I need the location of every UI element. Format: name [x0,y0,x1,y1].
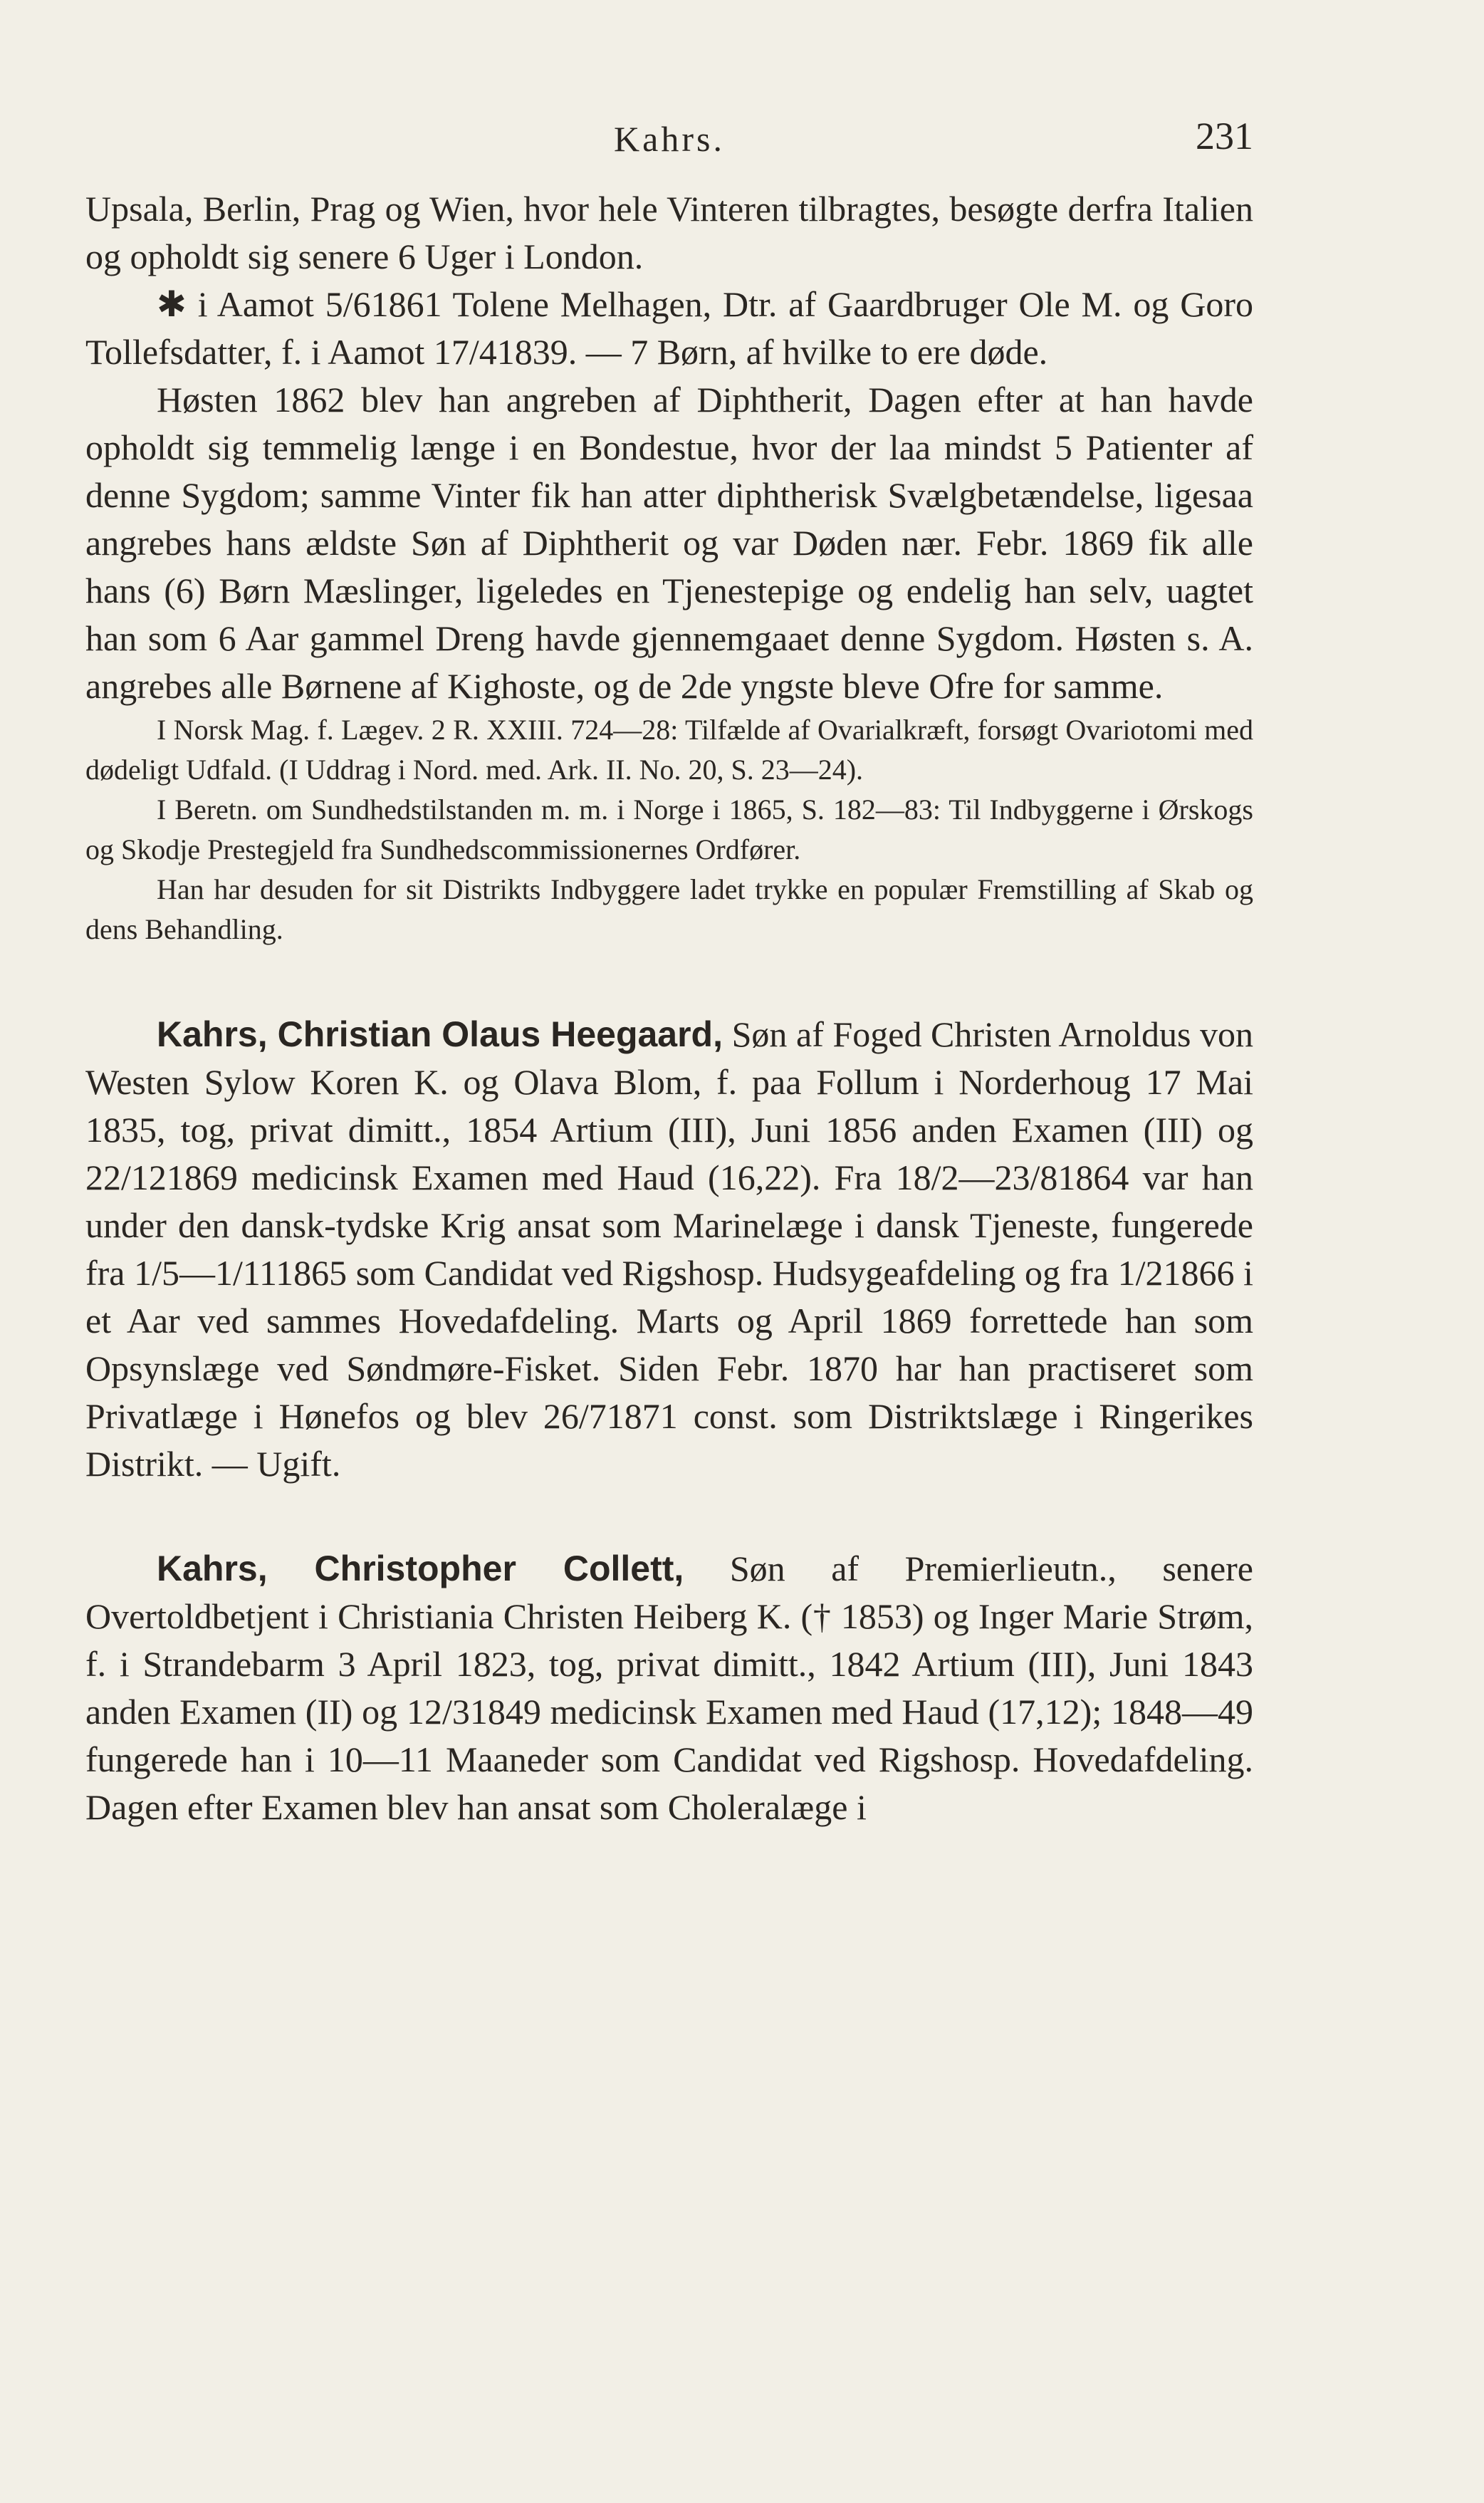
page-text-block [85,114,1253,1831]
entry-name: Kahrs, Christopher Collett, [157,1549,684,1588]
entry-continuation-paragraph: Upsala, Berlin, Prag og Wien, hvor hele Vinteren tilbragtes, besøgte derfra Italien og opholdt sig senere 6 Uger i London. [85,189,1253,276]
page-number: 231 [1196,115,1253,157]
publication-note: Han har desuden for sit Distrikts Indbyggere ladet trykke en populær Fremstilling af Skab og dens Behandling. [85,873,1253,945]
publication-note: I Norsk Mag. f. Lægev. 2 R. XXIII. 724—28: Tilfælde af Ovarialkræft, forsøgt Ovariotomi med dødeligt Udfald. (I Uddrag i Nord. med. Ark. II. No. 20, S. 23—24). [85,714,1253,786]
biography-entry [85,1545,1253,1831]
entry-separator [85,949,1253,1011]
entry-name: Kahrs, Christian Olaus Heegaard, [157,1014,723,1054]
entry-text: Søn af Foged Christen Arnoldus von Westen Sylow Koren K. og Olava Blom, f. paa Follum i Norderhoug 17 Mai 1835, tog, privat dimitt., 1854 Artium (III), Juni 1856 anden Examen (III) og 22/121869 medicinsk Examen med Haud (16,22). Fra 18/2—23/81864 var han under den dansk-tydske Krig ansat som Marinelæge i dansk Tjeneste, fungerede fra 1/5—1/111865 som Candidat ved Rigshosp. Hudsygeafdeling og fra 1/21866 i et Aar ved sammes Hovedafdeling. Marts og April 1869 forrettede han som Opsynslæge ved Søndmøre-Fisket. Siden Febr. 1870 har han practiseret som Privatlæge i Hønefos og blev 26/71871 const. som Distriktslæge i Ringerikes Distrikt. — Ugift. [85,1014,1254,1484]
publication-note: I Beretn. om Sundhedstilstanden m. m. i Norge i 1865, S. 182—83: Til Indbyggerne i Ørskogs og Skodje Prestegjeld fra Sundhedscommissionernes Ordfører. [85,793,1253,865]
page-header [85,114,1253,178]
entry-separator [85,1488,1253,1545]
entry-text: Søn af Premierlieutn., senere Overtoldbetjent i Christiania Christen Heiberg K. († 1853) og Inger Marie Strøm, f. i Strandebarm 3 April 1823, tog, privat dimitt., 1842 Artium (III), Juni 1843 anden Examen (II) og 12/31849 medicinsk Examen med Haud (17,12); 1848—49 fungerede han i 10—11 Maaneder som Candidat ved Rigshosp. Hovedafdeling. Dagen efter Examen blev han ansat som Choleralæge i [85,1549,1254,1827]
illness-paragraph: Høsten 1862 blev han angreben af Diphtherit, Dagen efter at han havde opholdt sig temmelig længe i en Bondestue, hvor der laa mindst 5 Patienter af denne Sygdom; samme Vinter fik han atter diphtherisk Svælgbetændelse, ligesaa angrebes hans ældste Søn af Diphtherit og var Døden nær. Febr. 1869 fik alle hans (6) Børn Mæslinger, ligeledes en Tjenestepige og endelig han selv, uagtet han som 6 Aar gammel Dreng havde gjennemgaaet denne Sygdom. Høsten s. A. angrebes alle Børnene af Kighoste, og de 2de yngste bleve Ofre for samme. [85,380,1253,706]
marriage-paragraph: ✱ i Aamot 5/61861 Tolene Melhagen, Dtr. af Gaardbruger Ole M. og Goro Tollefsdatter, f. i Aamot 17/41839. — 7 Børn, af hvilke to ere døde. [85,284,1253,372]
biography-entry [85,1011,1253,1488]
running-head: Kahrs. [614,119,725,159]
